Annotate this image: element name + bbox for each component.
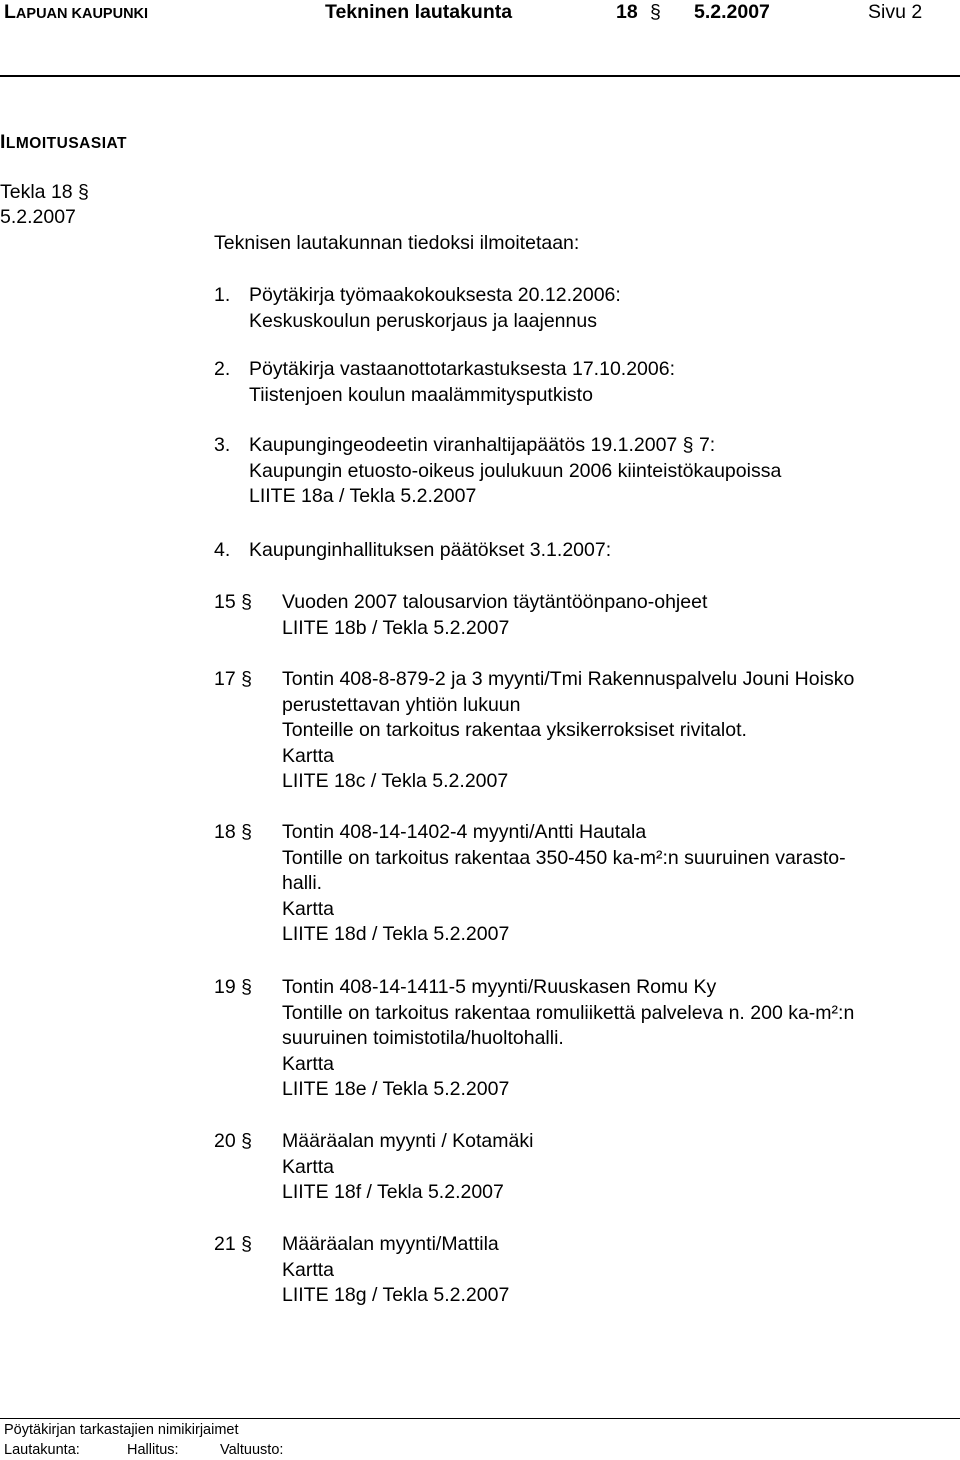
- meta-tekla: Tekla 18 §: [0, 181, 89, 203]
- decision-item: 21 § Määräalan myynti/Mattila Kartta LIITE 18g / Tekla 5.2.2007: [214, 1233, 510, 1306]
- list-item: 1. Pöytäkirja työmaakokouksesta 20.12.2006: Keskuskoulun peruskorjaus ja laajennus: [214, 284, 621, 332]
- board-name: Tekninen lautakunta: [325, 1, 513, 23]
- list-item: 4. Kaupunginhallituksen päätökset 3.1.2007:: [214, 539, 612, 561]
- header-divider: [0, 75, 960, 77]
- list-item: 3. Kaupungingeodeetin viranhaltijapäätös 19.1.2007 § 7: Kaupungin etuosto-oikeus joulukuun 2006 kiinteistökaupoissa LIITE 18a / Tekla 5.2.2007: [214, 434, 782, 507]
- intro-text: Teknisen lautakunnan tiedoksi ilmoitetaan:: [214, 232, 580, 254]
- decision-item: 15 § Vuoden 2007 talousarvion täytäntöönpano-ohjeet LIITE 18b / Tekla 5.2.2007: [214, 591, 708, 639]
- header-date: 5.2.2007: [694, 1, 770, 23]
- item-number: 18: [616, 1, 638, 23]
- organization-name: LAPUAN KAUPUNKI: [4, 1, 149, 23]
- footer-title: Pöytäkirjan tarkastajien nimikirjaimet: [4, 1422, 239, 1438]
- section-heading: ILMOITUSASIAT: [0, 131, 128, 153]
- decision-item: 17 § Tontin 408-8-879-2 ja 3 myynti/Tmi Rakennuspalvelu Jouni Hoisko perustettavan yhtiön lukuun Tonteille on tarkoitus rakentaa yksikerroksiset rivitalot. Kartta LIITE 18c / Tekla 5.2.2007: [214, 668, 855, 792]
- footer-label-hallitus: Hallitus:: [127, 1442, 179, 1458]
- decision-item: 18 § Tontin 408-14-1402-4 myynti/Antti Hautala Tontille on tarkoitus rakentaa 350-450 ka-m²:n suuruinen varasto- halli. Kartta LIITE 18d / Tekla 5.2.2007: [214, 821, 846, 945]
- footer-labels: [4, 1440, 283, 1460]
- footer-label-lautakunta: Lautakunta:: [4, 1442, 80, 1458]
- footer-label-valtuusto: Valtuusto:: [220, 1442, 284, 1458]
- list-item: 2. Pöytäkirja vastaanottotarkastuksesta 17.10.2006: Tiistenjoen koulun maalämmitysputkisto: [214, 358, 676, 406]
- meta-date: 5.2.2007: [0, 206, 76, 228]
- page-number: Sivu 2: [868, 1, 923, 23]
- section-sign: §: [650, 1, 661, 23]
- decision-item: 19 § Tontin 408-14-1411-5 myynti/Ruuskasen Romu Ky Tontille on tarkoitus rakentaa romuliikettä palveleva n. 200 ka-m²:n suuruinen toimistotila/huoltohalli. Kartta LIITE 18e / Tekla 5.2.2007: [214, 976, 855, 1100]
- footer-divider: [0, 1418, 960, 1419]
- decision-item: 20 § Määräalan myynti / Kotamäki Kartta LIITE 18f / Tekla 5.2.2007: [214, 1130, 534, 1203]
